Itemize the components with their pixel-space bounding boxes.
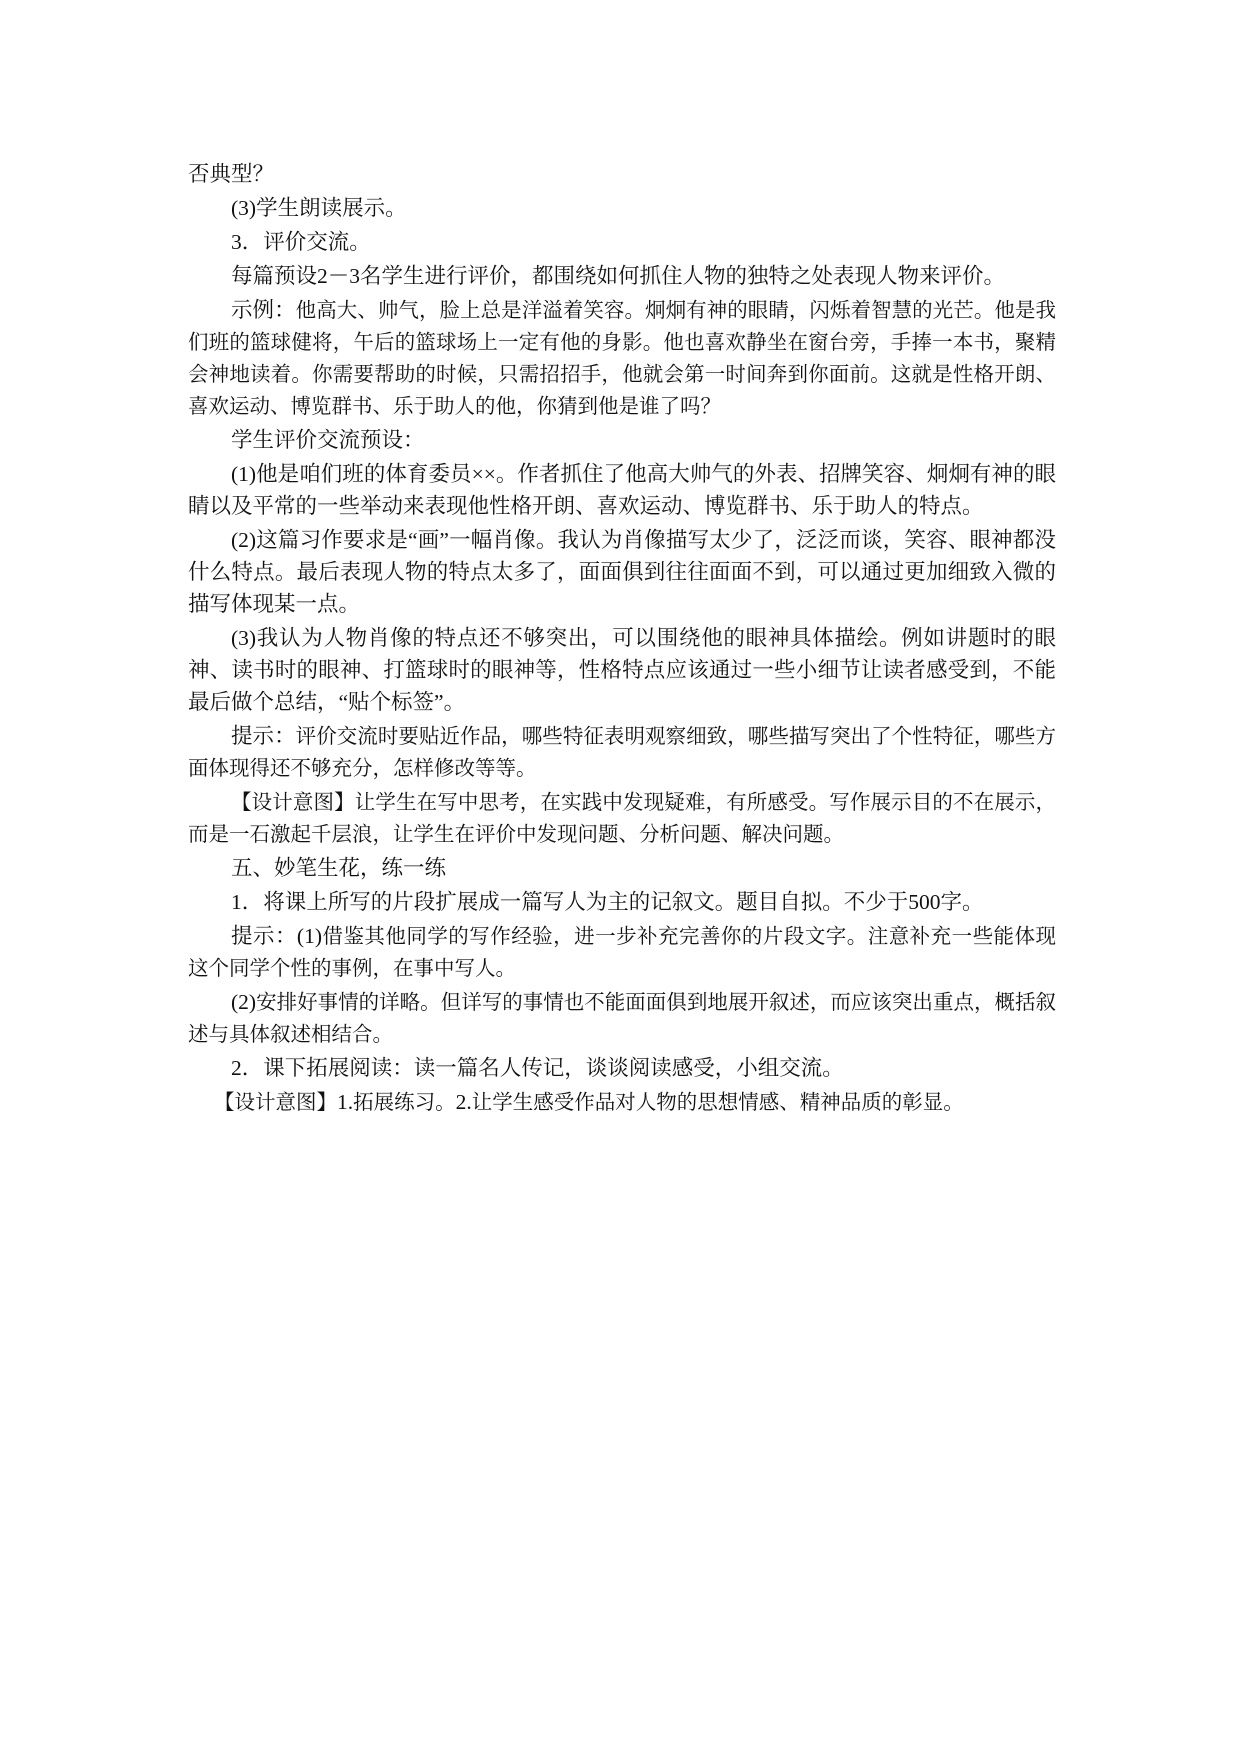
paragraph-assignment-1: 1．将课上所写的片段扩展成一篇写人为主的记叙文。题目自拟。不少于500字。 (231, 890, 984, 914)
paragraph-evaluation-1: (1)他是咱们班的体育委员××。作者抓住了他高大帅气的外表、招牌笑容、炯炯有神的眼睛以及平常的一些举动来表现他性格开朗、喜欢运动、博览群书、乐于助人的特点。 (188, 462, 1056, 518)
tip3-lead: (2) (231, 990, 257, 1014)
paragraph-assignment-2: 2．课下拓展阅读：读一篇名人传记，谈谈阅读感受，小组交流。 (231, 1056, 844, 1080)
design-intent-num-2: 2. (455, 1090, 472, 1114)
paragraph-example (188, 294, 1056, 422)
paragraph-section-evaluation: 3．评价交流。 (231, 230, 371, 254)
paragraph-evaluation-2: (2)这篇习作要求是“画”一幅肖像。我认为肖像描写太少了，泛泛而谈，笑容、眼神都没什么特点。最后表现人物的特点太多了，面面俱到往往面面不到，可以通过更加细致入微的描写体现某一点。 (188, 528, 1056, 616)
design-intent-text-2a: 拓展练习。 (353, 1090, 456, 1114)
paragraph-tip-3 (188, 986, 1056, 1050)
design-intent-label: 【设计意图】 (231, 790, 355, 814)
tip-lead: 提示： (231, 724, 296, 748)
design-intent-text: 让学生在写中思考，在实践中发现疑难，有所感受。写作展示目的不在展示，而是一石激起千层浪，让学生在评价中发现问题、分析问题、解决问题。 (188, 790, 1057, 846)
document-page (188, 158, 1056, 1120)
tip3-text: 安排好事情的详略。但详写的事情也不能面面俱到地展开叙述，而应该突出重点，概括叙述与具体叙述相结合。 (188, 990, 1056, 1046)
design-intent-text-2b: 让学生感受作品对人物的思想情感、精神品质的彰显。 (471, 1090, 964, 1114)
paragraph-tip-2 (188, 920, 1056, 984)
paragraph-student-reading: (3)学生朗读展示。 (231, 196, 407, 220)
tip2-lead: 提示：(1) (231, 924, 322, 948)
design-intent-num-1: 1. (337, 1090, 354, 1114)
paragraph-section-five: 五、妙笔生花，练一练 (231, 856, 447, 880)
paragraph-evaluation-3: (3)我认为人物肖像的特点还不够突出，可以围绕他的眼神具体描绘。例如讲题时的眼神、读书时的眼神、打篮球时的眼神等，性格特点应该通过一些小细节让读者感受到，不能最后做个总结，“贴个标签”。 (188, 626, 1056, 714)
example-text: 他高大、帅气，脸上总是洋溢着笑容。炯炯有神的眼睛，闪烁着智慧的光芒。他是我们班的篮球健将，午后的篮球场上一定有他的身影。他也喜欢静坐在窗台旁，手捧一本书，聚精会神地读着。你需要帮助的时候，只需招招手，他就会第一时间奔到你面前。这就是性格开朗、喜欢运动、博览群书、乐于助人的他，你猜到他是谁了吗？ (188, 298, 1056, 418)
paragraph-design-intent-1 (188, 786, 1056, 850)
paragraph-design-intent-2 (188, 1086, 1056, 1118)
paragraph-continuation: 否典型？ (188, 162, 275, 186)
paragraph-tip (188, 720, 1056, 784)
design-intent-label-2: 【设计意图】 (214, 1090, 337, 1114)
tip-text: 评价交流时要贴近作品，哪些特征表明观察细致，哪些描写突出了个性特征，哪些方面体现得还不够充分，怎样修改等等。 (188, 724, 1056, 780)
paragraph-evaluation-plan: 每篇预设2－3名学生进行评价，都围绕如何抓住人物的独特之处表现人物来评价。 (231, 264, 1006, 288)
tip2-text: 借鉴其他同学的写作经验，进一步补充完善你的片段文字。注意补充一些能体现这个同学个性的事例，在事中写人。 (188, 924, 1057, 980)
paragraph-student-evaluation-heading: 学生评价交流预设： (231, 428, 425, 452)
example-lead: 示例： (231, 298, 296, 322)
